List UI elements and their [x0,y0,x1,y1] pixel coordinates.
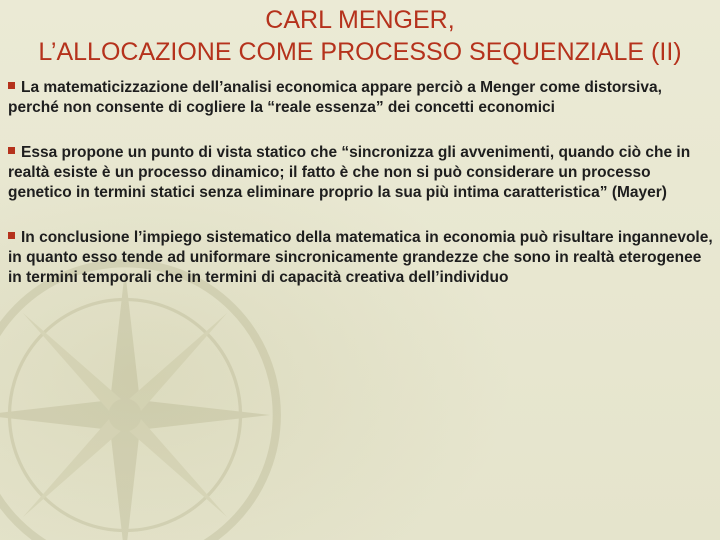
title-line-2: L’ALLOCAZIONE COME PROCESSO SEQUENZIALE (II) [38,38,682,66]
bullet-item-3 [8,228,714,288]
bullet-text-1: La matematicizzazione dell’analisi economica appare perciò a Menger come distorsiva, perché non consente di cogliere la “reale essenza” dei concetti economici [8,79,662,116]
bullet-item-2 [8,143,714,203]
square-bullet-icon [8,232,15,239]
bullet-item-1 [8,78,714,118]
bullet-list [8,78,714,288]
title-line-1: CARL MENGER, [265,6,455,34]
compass-rose-icon [0,250,290,540]
bullet-text-2: Essa propone un punto di vista statico che “sincronizza gli avvenimenti, quando ciò che in realtà esiste è un processo dinamico; il fatto è che non si può considerare un processo genetico in termini statici senza eliminare proprio la sua più intima caratteristica” (Mayer) [8,144,691,201]
bullet-text-3: In conclusione l’impiego sistematico della matematica in economia può risultare ingannevole, in quanto esso tende ad uniformare sincronicamente grandezze che sono in realtà eterogenee in termini temporali che in termini di capacità creativa dell’individuo [8,229,713,286]
square-bullet-icon [8,147,15,154]
slide-title [0,4,720,68]
square-bullet-icon [8,82,15,89]
